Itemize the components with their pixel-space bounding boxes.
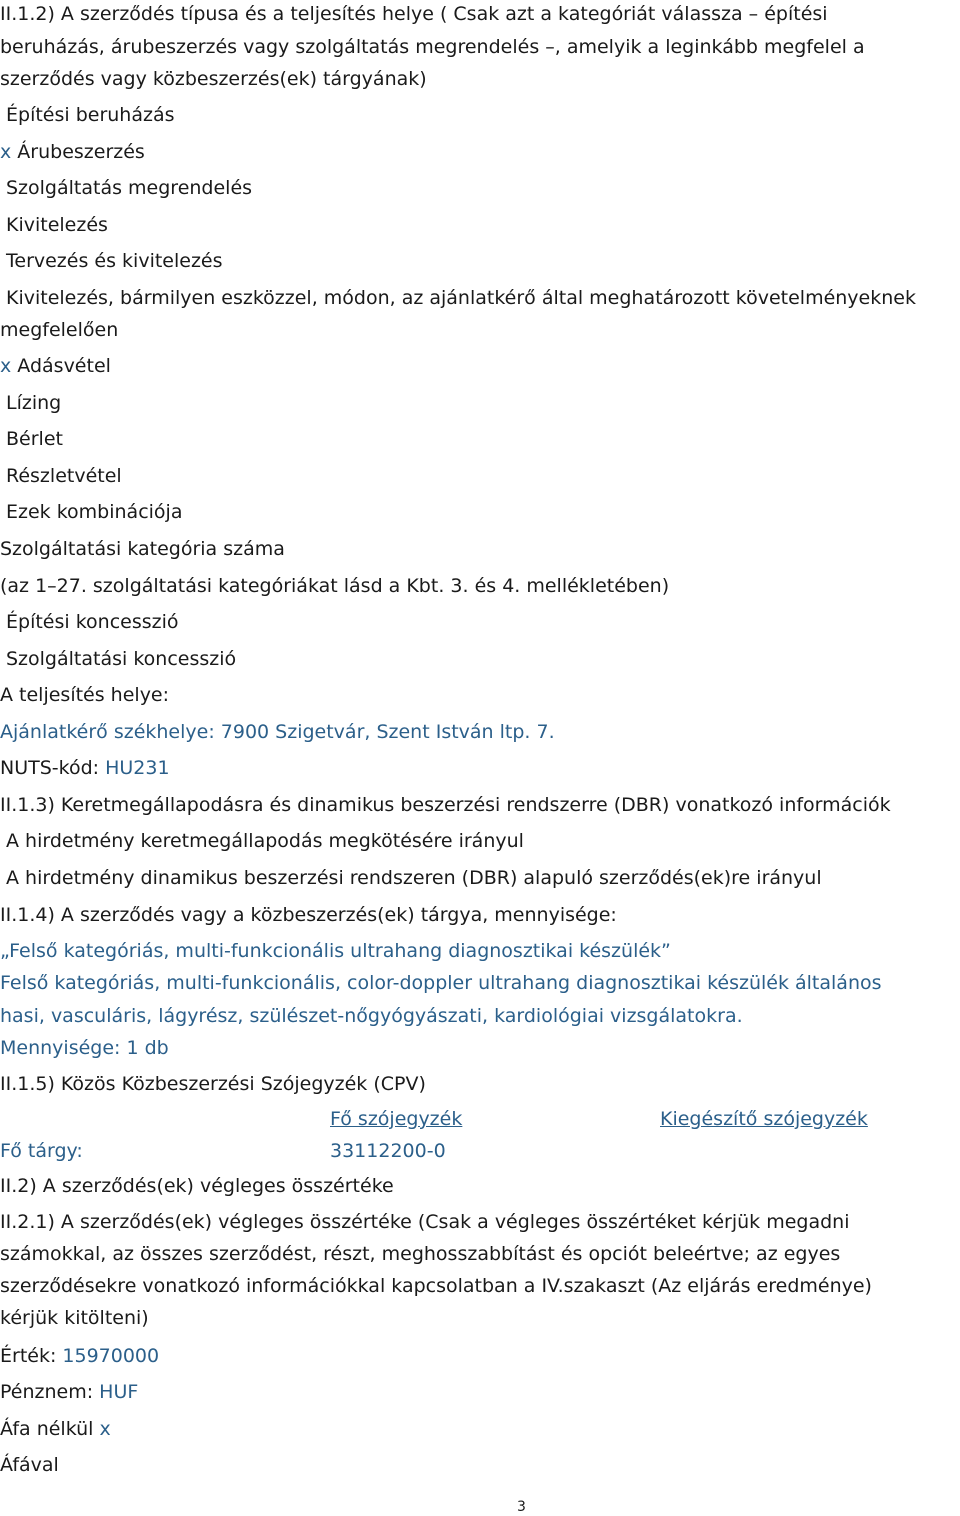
value-label: Érték: xyxy=(0,1345,63,1367)
section-ii14-heading: II.1.4) A szerződés vagy a közbeszerzés(ek) tárgya, mennyisége: xyxy=(0,904,617,926)
option-arubeszerzes xyxy=(0,140,145,164)
option-kombinacio: Ezek kombinációja xyxy=(6,501,183,523)
cpv-col-extra: Kiegészítő szójegyzék xyxy=(660,1108,868,1130)
option-tervezes-kivitelezes: Tervezés és kivitelezés xyxy=(6,250,223,272)
subject-desc-line2: hasi, vasculáris, lágyrész, szülészet-nőgyógyászati, kardiológiai vizsgálatokra. xyxy=(0,1005,743,1027)
option-kivitelezes-barmilyen-cont: megfelelően xyxy=(0,319,119,341)
nuts-label: NUTS-kód: xyxy=(0,757,106,779)
subject-desc-line1: Felső kategóriás, multi-funkcionális, color-doppler ultrahang diagnosztikai készülék általános xyxy=(0,972,882,994)
cpv-row-code: 33112200-0 xyxy=(330,1140,446,1162)
option-epitesi-koncesszio: Építési koncesszió xyxy=(6,611,179,633)
option-dbr: A hirdetmény dinamikus beszerzési rendszeren (DBR) alapuló szerződés(ek)re irányul xyxy=(6,867,822,889)
option-kivitelezes: Kivitelezés xyxy=(6,214,108,236)
option-reszletvetel: Részletvétel xyxy=(6,465,122,487)
vat-excluded-label: Áfa nélkül xyxy=(0,1418,100,1440)
vat-included-row: Áfával xyxy=(0,1454,59,1476)
option-keretmegallapodas: A hirdetmény keretmegállapodás megkötésére irányul xyxy=(6,830,524,852)
currency-row xyxy=(0,1380,138,1404)
section-ii21-heading-line2: számokkal, az összes szerződést, részt, meghosszabbítást és opciót beleértve; az egyes xyxy=(0,1243,841,1265)
value-row xyxy=(0,1344,159,1368)
selected-mark: x xyxy=(99,1418,111,1440)
section-ii12-heading-line1: II.1.2) A szerződés típusa és a teljesítés helye ( Csak azt a kategóriát válassza – építési xyxy=(0,3,828,25)
option-szolgaltatas-megrendeles: Szolgáltatás megrendelés xyxy=(6,177,253,199)
section-ii21-heading-line4: kérjük kitölteni) xyxy=(0,1307,149,1329)
subject-quantity: Mennyisége: 1 db xyxy=(0,1037,169,1059)
selected-mark: x xyxy=(0,355,12,377)
value-amount: 15970000 xyxy=(62,1345,160,1367)
service-category-label: Szolgáltatási kategória száma xyxy=(0,538,285,560)
cpv-row-label: Fő tárgy: xyxy=(0,1140,83,1162)
section-ii12-heading-line3: szerződés vagy közbeszerzés(ek) tárgyának) xyxy=(0,68,427,90)
option-label: Árubeszerzés xyxy=(17,141,145,163)
selected-mark: x xyxy=(0,141,12,163)
section-ii21-heading-line3: szerződésekre vonatkozó információkkal kapcsolatban a IV.szakaszt (Az eljárás eredménye) xyxy=(0,1275,872,1297)
section-ii21-heading-line1: II.2.1) A szerződés(ek) végleges összértéke (Csak a végleges összértéket kérjük megadni xyxy=(0,1211,850,1233)
option-szolgaltatasi-koncesszio: Szolgáltatási koncesszió xyxy=(6,648,237,670)
option-label: Adásvétel xyxy=(17,355,111,377)
service-category-note: (az 1–27. szolgáltatási kategóriákat lásd a Kbt. 3. és 4. mellékletében) xyxy=(0,575,670,597)
nuts-code xyxy=(0,756,170,780)
nuts-value: HU231 xyxy=(105,757,170,779)
section-ii15-heading: II.1.5) Közös Közbeszerzési Szójegyzék (CPV) xyxy=(0,1073,426,1095)
currency-value: HUF xyxy=(99,1381,139,1403)
option-kivitelezes-barmilyen: Kivitelezés, bármilyen eszközzel, módon, az ajánlatkérő által meghatározott követelményeknek xyxy=(6,287,916,309)
option-epitesi-beruhazas: Építési beruházás xyxy=(6,104,175,126)
vat-excluded-row xyxy=(0,1417,111,1441)
section-ii12-heading-line2: beruházás, árubeszerzés vagy szolgáltatás megrendelés –, amelyik a leginkább megfelel a xyxy=(0,36,865,58)
currency-label: Pénznem: xyxy=(0,1381,100,1403)
cpv-col-main: Fő szójegyzék xyxy=(330,1108,463,1130)
section-ii2-heading: II.2) A szerződés(ek) végleges összértéke xyxy=(0,1175,394,1197)
section-ii13-heading: II.1.3) Keretmegállapodásra és dinamikus beszerzési rendszerre (DBR) vonatkozó információk xyxy=(0,794,891,816)
place-label: A teljesítés helye: xyxy=(0,684,170,706)
place-value: Ajánlatkérő székhelye: 7900 Szigetvár, Szent István ltp. 7. xyxy=(0,721,555,743)
option-adasvetel xyxy=(0,354,111,378)
page-number: 3 xyxy=(517,1499,526,1515)
option-lizing: Lízing xyxy=(6,392,62,414)
subject-title: „Felső kategóriás, multi-funkcionális ultrahang diagnosztikai készülék” xyxy=(0,940,671,962)
option-berlet: Bérlet xyxy=(6,428,63,450)
